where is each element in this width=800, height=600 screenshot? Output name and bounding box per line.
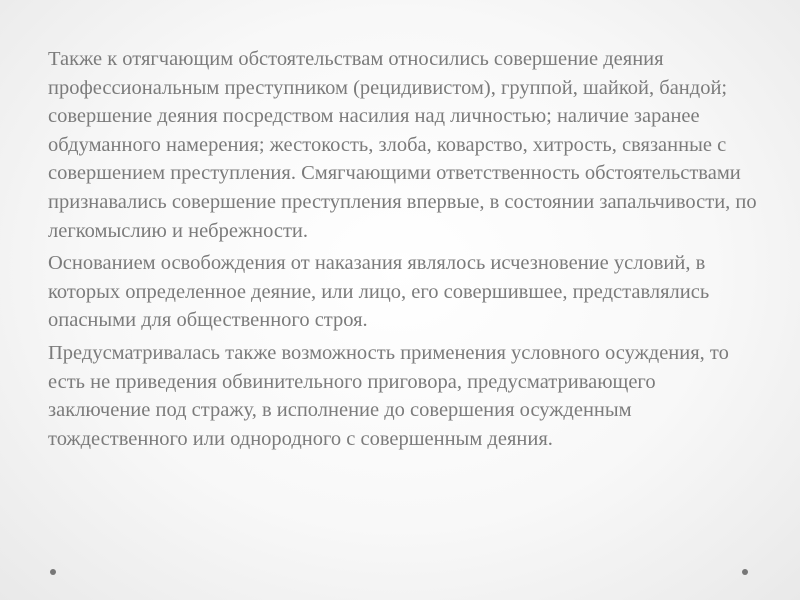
slide-text-body [48,45,758,457]
paragraph-release-grounds: Основанием освобождения от наказания являлось исчезновение условий, в которых определенное деяние, или лицо, его совершившее, представлялись опасными для общественного строя. [48,252,710,332]
paragraph-aggravating-mitigating: Также к отягчающим обстоятельствам относились совершение деяния профессиональным преступником (рецидивистом), группой, шайкой, бандой; совершение деяния посредством насилия над личностью; наличие заранее обдуманного намерения; жестокость, злоба, коварство, хитрость, связанные с совершением преступления. Смягчающими ответственность обстоятельствами признавались совершение преступления впервые, в состоянии запальчивости, по легкомыслию и небрежности. [48,48,757,242]
paragraph-conditional-sentence: Предусматривалась также возможность применения условного осуждения, то есть не приведения обвинительного приговора, предусматривающего заключение под стражу, в исполнение до совершения осужденным тождественного или однородного с совершенным деяния. [48,341,729,450]
right-bullet-dot-icon [742,569,748,575]
left-bullet-dot-icon [50,569,56,575]
